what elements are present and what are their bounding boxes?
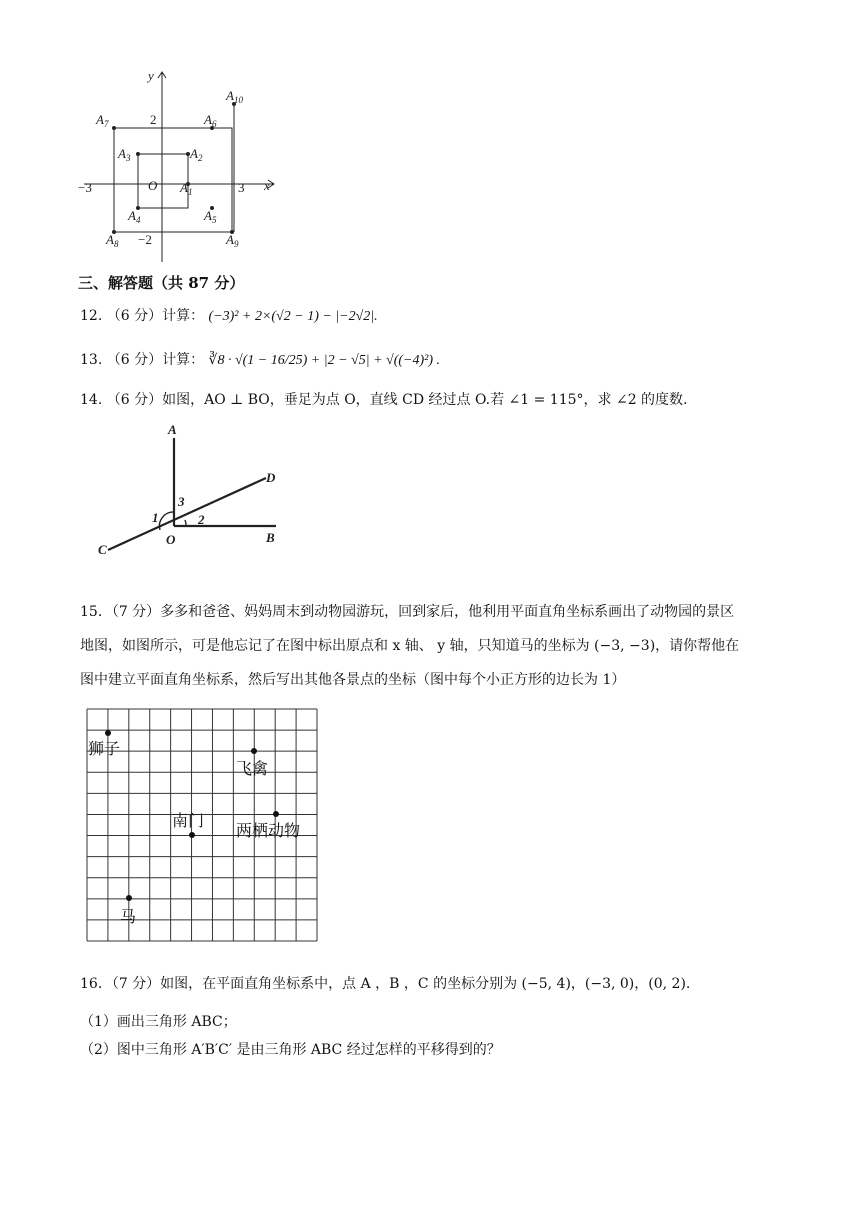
lion-label: 狮子	[88, 739, 121, 758]
line-cd	[108, 478, 266, 550]
question-15-line-1: 15．（7 分）多多和爸爸、妈妈周末到动物园游玩，回到家后，他利用平面直角坐标系画出了动物园的景区	[80, 604, 735, 620]
q14-number: 14.	[80, 392, 103, 408]
coordinate-figure	[76, 66, 286, 266]
q12-number: 12.	[80, 308, 103, 324]
label-a7: $A_7$	[96, 112, 109, 129]
label-a6: $A_6$	[204, 112, 217, 129]
label-a8: $A_8$	[106, 232, 119, 249]
tick-label-minus-2: −2	[138, 232, 152, 247]
q14-text: 如图，AO ⊥ BO，垂足为点 O，直线 CD 经过点 O.若 ∠1 = 115°，求 ∠2 的度数.	[162, 392, 688, 408]
q13-score: （6 分）	[106, 352, 163, 368]
q13-label: 计算：	[162, 352, 205, 368]
lion-point	[105, 730, 111, 736]
amphibian-label: 两栖动物	[236, 821, 301, 840]
x-axis-label: x	[264, 178, 270, 193]
label-a1: $A_1$	[180, 180, 193, 197]
question-16-sub-2: （2）图中三角形 A′B′C′ 是由三角形 ABC 经过怎样的平移得到的？	[80, 1042, 501, 1058]
q13-number: 13.	[80, 352, 103, 368]
question-13	[80, 350, 440, 371]
label-a2: $A_2$	[190, 146, 203, 163]
question-16-line-1: 16．（7 分）如图，在平面直角坐标系中，点 A ，B ，C 的坐标分别为 (−5, 4)，(−3, 0)，(0, 2).	[80, 976, 691, 992]
angle-figure	[90, 418, 290, 560]
amphibian-point	[273, 811, 279, 817]
tick-label-3: 3	[238, 180, 245, 195]
point-b-label: B	[266, 530, 275, 545]
horse-label: 马	[120, 907, 137, 926]
label-a10: $A_{10}$	[226, 88, 243, 105]
label-origin: O	[148, 178, 158, 193]
point-d-label: D	[266, 470, 276, 485]
point-a-label: A	[168, 422, 177, 437]
question-12	[80, 306, 378, 327]
label-a9: $A_9$	[226, 232, 239, 249]
section-heading: 三、解答题（共 87 分）	[78, 274, 245, 292]
q12-label: 计算：	[162, 308, 205, 324]
question-15-line-3: 图中建立平面直角坐标系，然后写出其他各景点的坐标（图中每个小正方形的边长为 1）	[80, 672, 626, 688]
horse-point	[126, 895, 132, 901]
zoo-map-grid	[86, 708, 322, 946]
question-16-sub-1: （1）画出三角形 ABC；	[80, 1014, 237, 1030]
bird-point	[251, 748, 257, 754]
gate-label: 南门	[172, 811, 205, 830]
label-a5: $A_5$	[204, 208, 217, 225]
question-15-line-2: 地图，如图所示，可是他忘记了在图中标出原点和 x 轴、 y 轴，只知道马的坐标为 (−3, −3)，请你帮他在	[80, 638, 740, 654]
gate-point	[189, 832, 195, 838]
q13-expression: ∛8 · √(1 − 16/25) + |2 − √5| + √((−4)²) .	[208, 353, 440, 368]
angle-2-label: 2	[198, 512, 205, 527]
angle-3-label: 3	[178, 494, 185, 509]
bird-label: 飞禽	[236, 759, 269, 778]
label-a4: $A_4$	[128, 208, 141, 225]
point-o-label: O	[166, 532, 176, 547]
question-14	[80, 390, 688, 410]
tick-label-2: 2	[150, 112, 157, 127]
y-axis-label: y	[148, 68, 154, 83]
tick-label-minus-3: −3	[78, 180, 92, 195]
q12-expression: (−3)² + 2×(√2 − 1) − |−2√2|.	[208, 309, 378, 324]
q12-score: （6 分）	[106, 308, 163, 324]
label-a3: $A_3$	[118, 146, 131, 163]
angle-1-label: 1	[152, 510, 159, 525]
q14-score: （6 分）	[106, 392, 163, 408]
point-c-label: C	[98, 542, 107, 557]
